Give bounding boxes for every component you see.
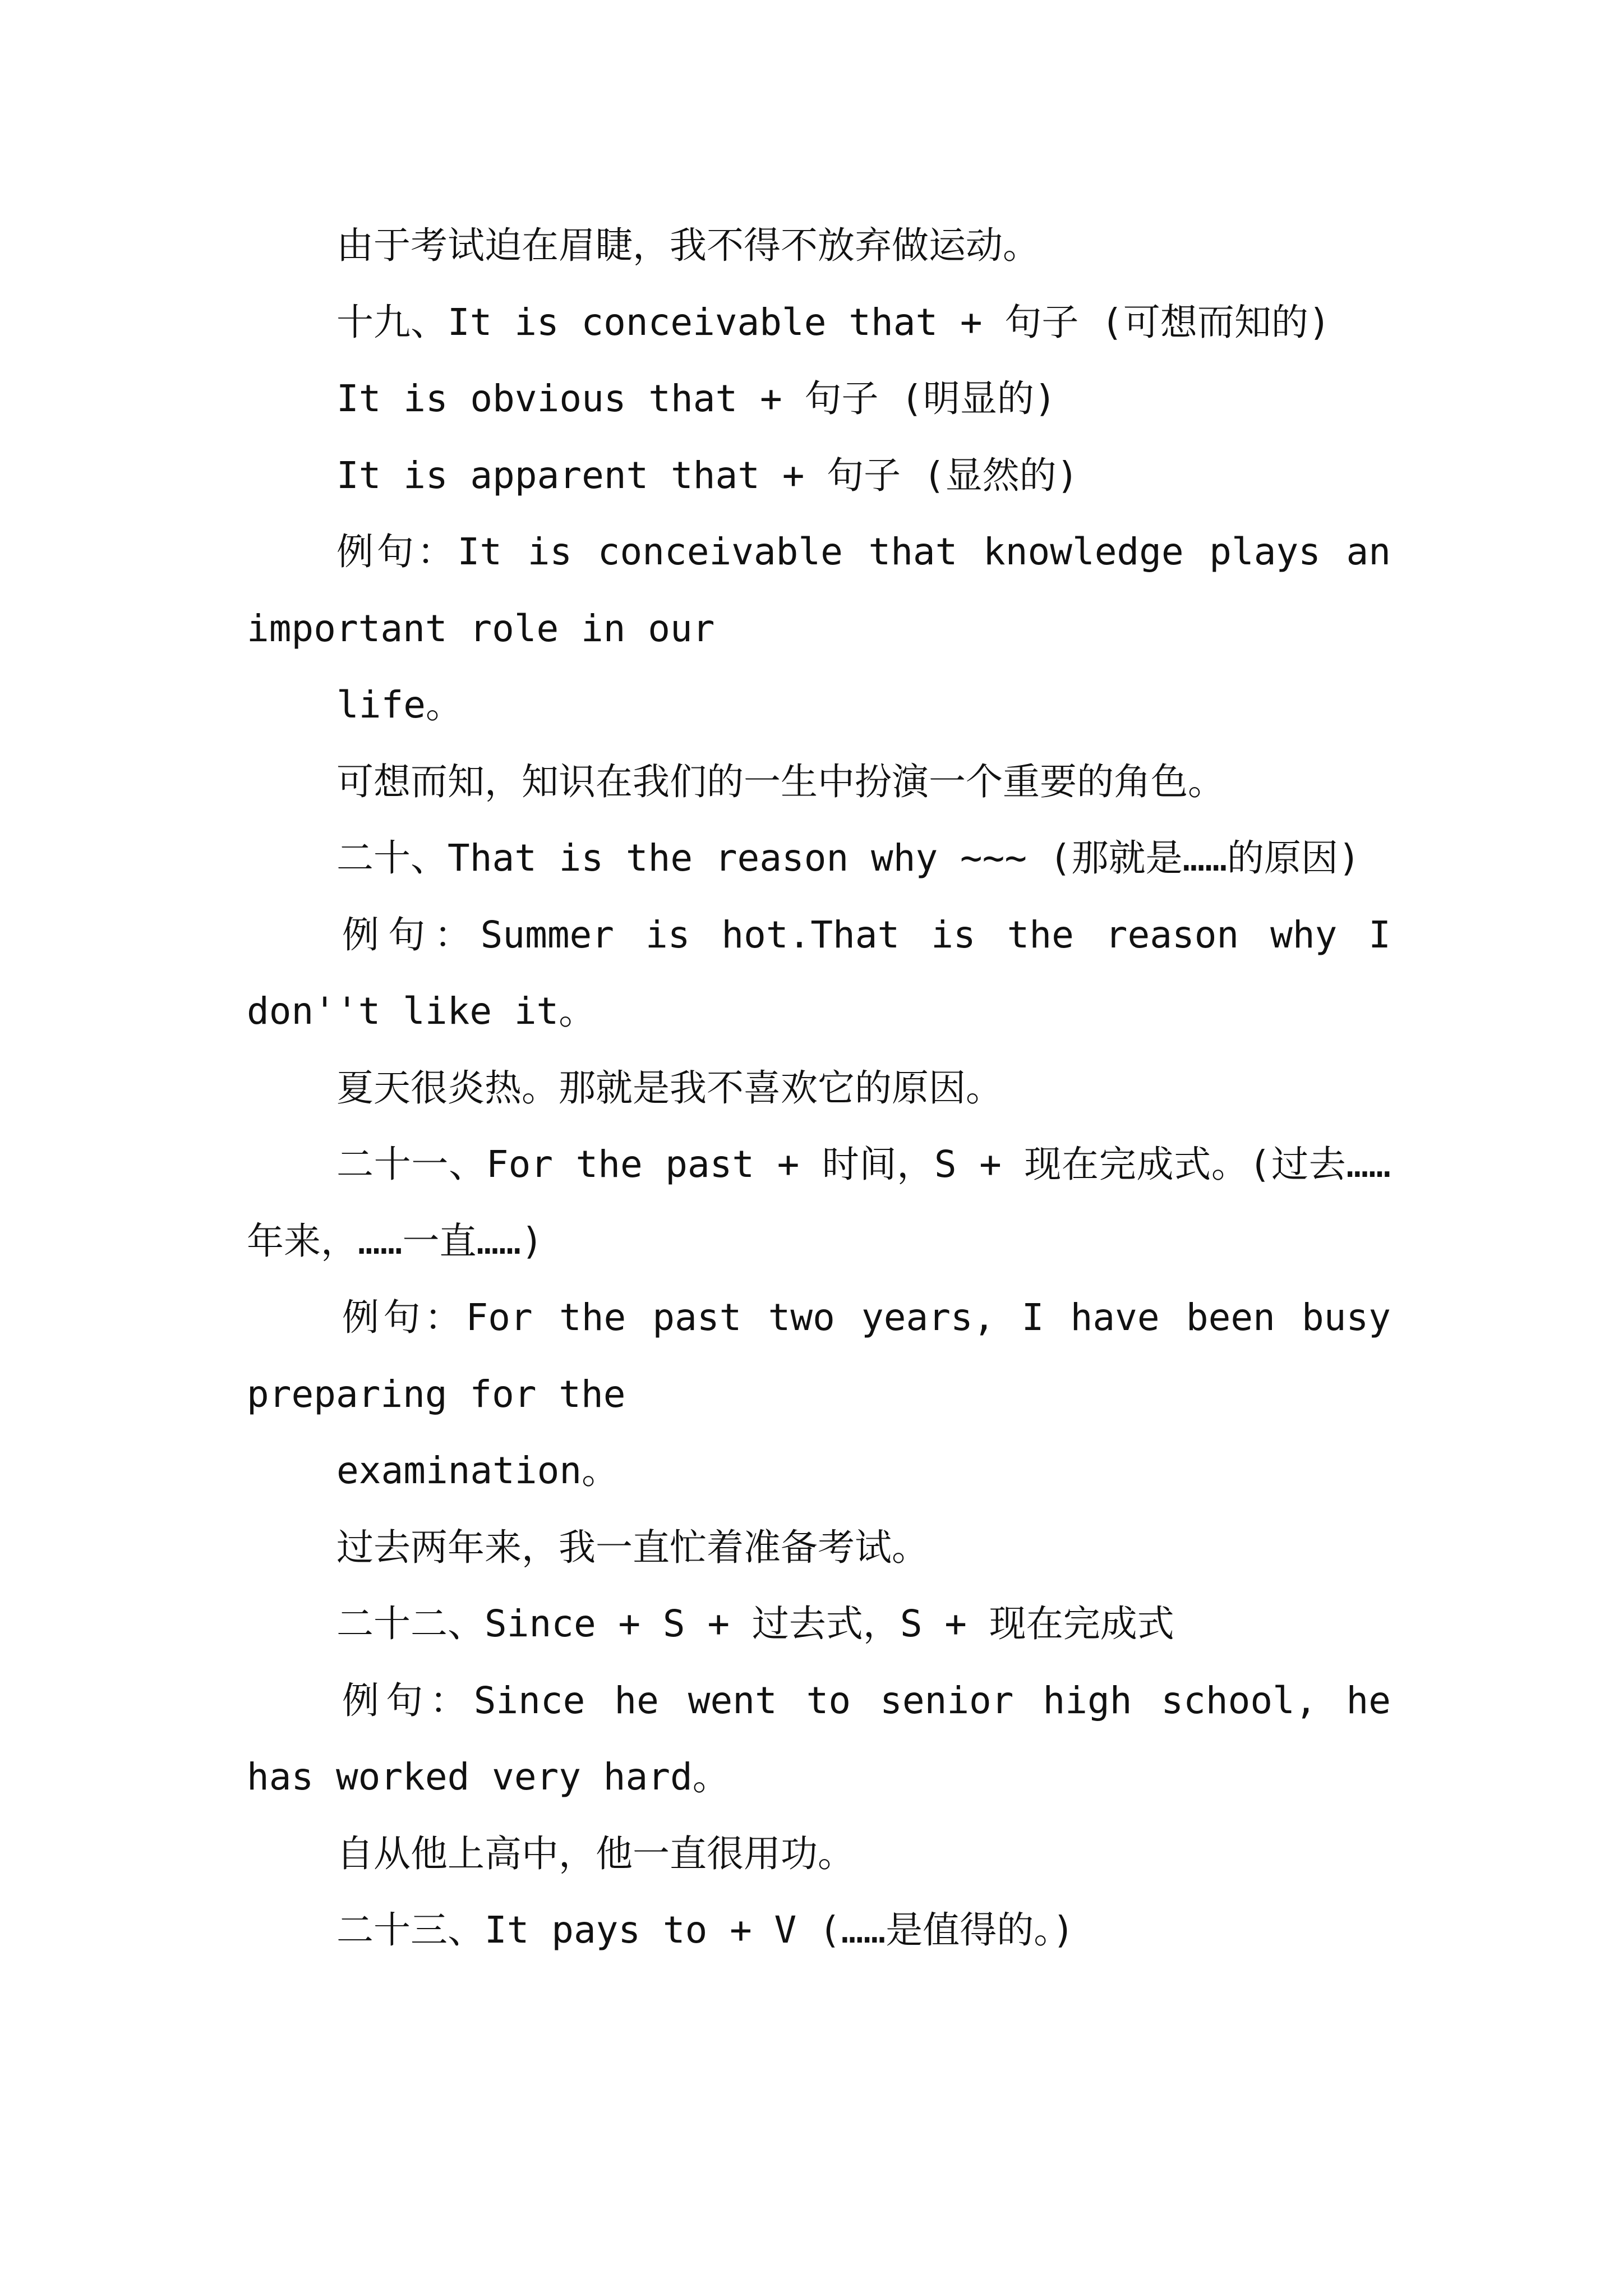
paragraph: It is obvious that + 句子 (明显的) — [336, 377, 1057, 420]
paragraph: life。 — [336, 683, 463, 726]
example-sentence: 例句：It is conceivable that knowledge plays an important role in our — [247, 530, 1413, 650]
section-heading-23: 二十三、It pays to + V (……是值得的。) — [336, 1908, 1075, 1952]
section-heading-19: 十九、It is conceivable that + 句子 (可想而知的) — [336, 300, 1331, 344]
paragraph: examination。 — [336, 1449, 619, 1492]
section-heading-22: 二十二、Since + S + 过去式，S + 现在完成式 — [336, 1602, 1174, 1645]
paragraph: It is apparent that + 句子 (显然的) — [336, 453, 1079, 497]
example-translation: 自从他上高中，他一直很用功。 — [336, 1832, 855, 1875]
example-sentence: 例句：Since he went to senior high school, he has worked very hard。 — [247, 1678, 1413, 1798]
example-sentence: 例句：Summer is hot.That is the reason why I don''t like it。 — [247, 913, 1413, 1033]
document-body — [247, 208, 1413, 1969]
section-heading-20: 二十、That is the reason why ~~~ (那就是……的原因) — [336, 836, 1361, 880]
example-translation: 夏天很炎热。那就是我不喜欢它的原因。 — [336, 1066, 1003, 1110]
example-translation: 过去两年来，我一直忙着准备考试。 — [336, 1525, 929, 1569]
example-translation: 可想而知，知识在我们的一生中扮演一个重要的角色。 — [336, 760, 1225, 803]
example-sentence: 例句：For the past two years, I have been busy preparing for the — [247, 1296, 1413, 1416]
paragraph: 由于考试迫在眉睫，我不得不放弃做运动。 — [336, 224, 1040, 267]
section-heading-21: 二十一、For the past + 时间，S + 现在完成式。(过去……年来，……一直……) — [247, 1143, 1391, 1263]
